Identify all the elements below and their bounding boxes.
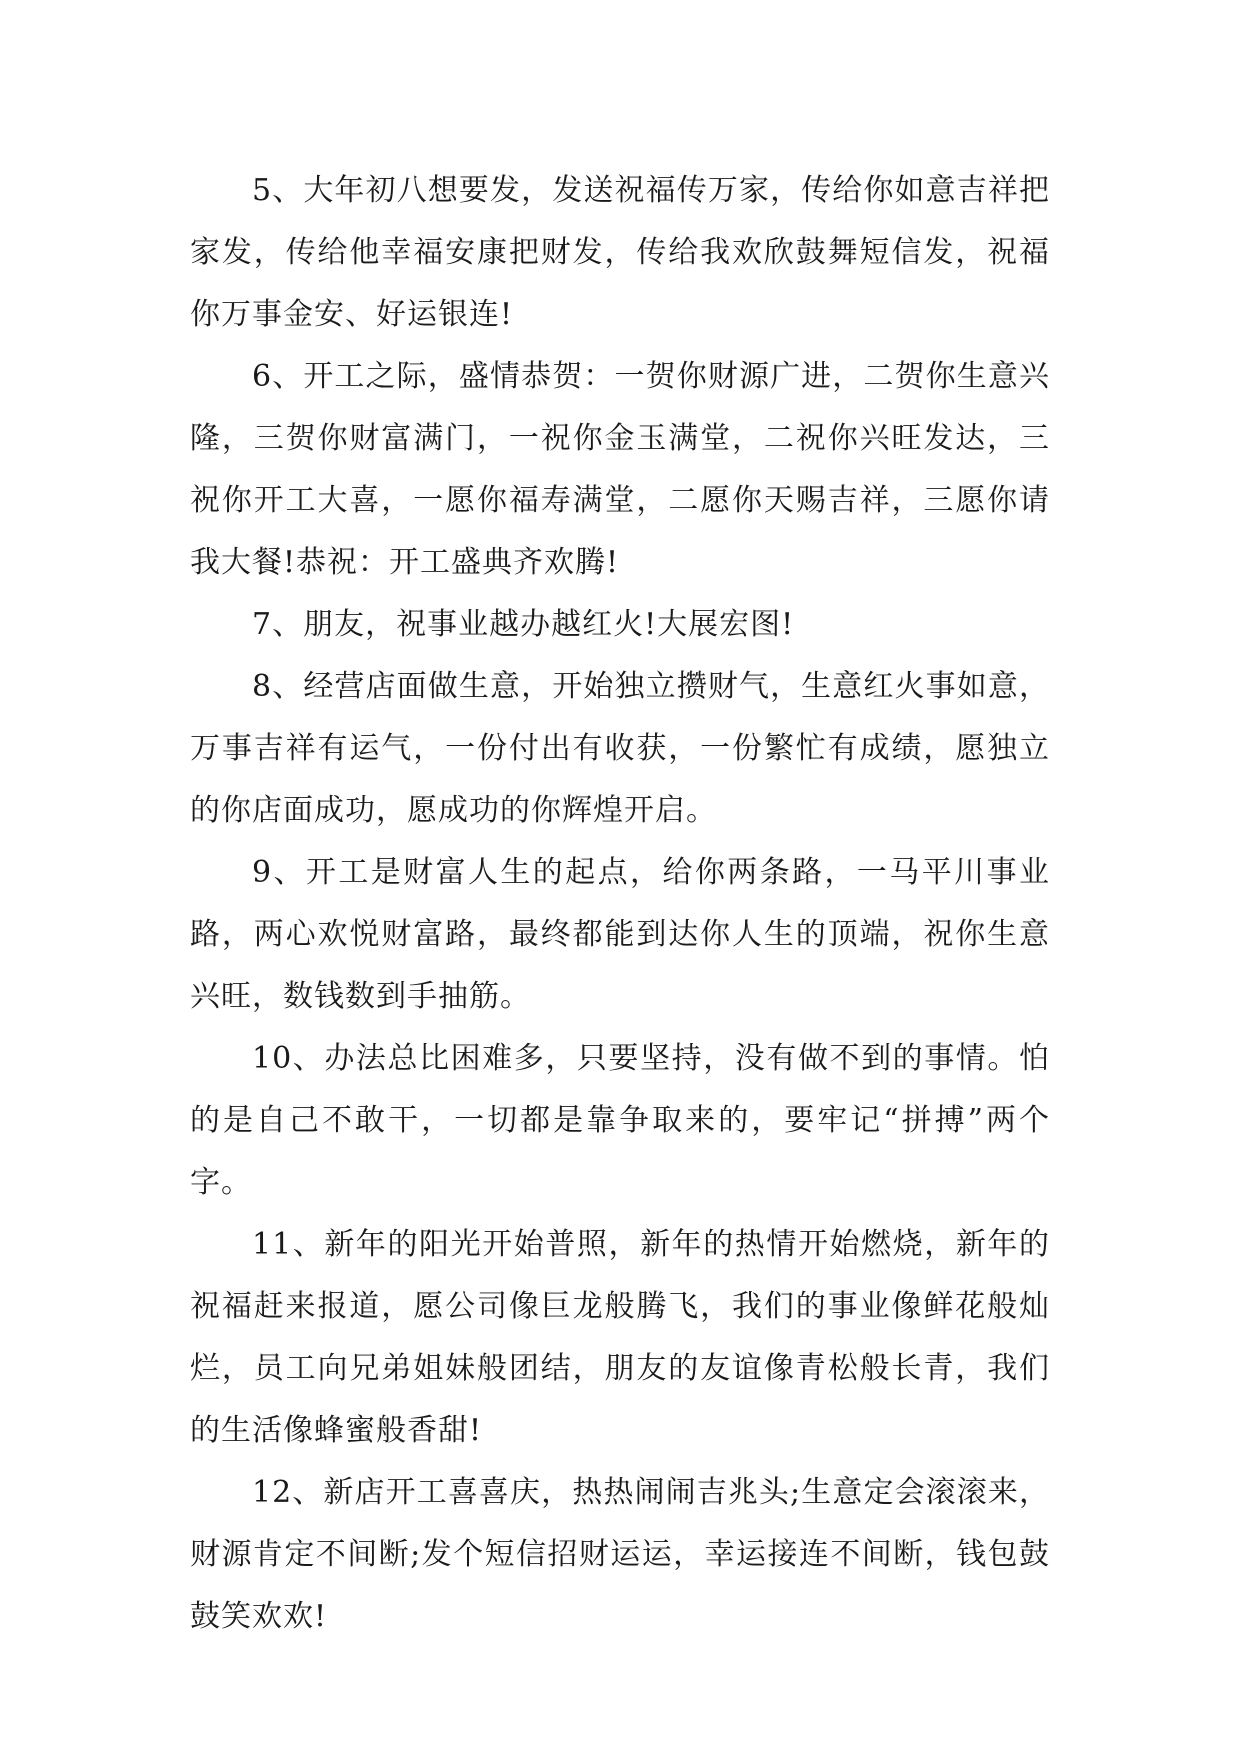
document-body	[190, 160, 1050, 1648]
paragraph-9: 9、开工是财富人生的起点，给你两条路，一马平川事业路，两心欢悦财富路，最终都能到达你人生的顶端，祝你生意兴旺，数钱数到手抽筋。	[190, 855, 1050, 1014]
paragraph-6: 6、开工之际，盛情恭贺：一贺你财源广进，二贺你生意兴隆，三贺你财富满门，一祝你金玉满堂，二祝你兴旺发达，三祝你开工大喜，一愿你福寿满堂，二愿你天赐吉祥，三愿你请我大餐!恭祝：开工盛典齐欢腾!	[190, 359, 1050, 580]
paragraph-7: 7、朋友，祝事业越办越红火!大展宏图!	[252, 607, 795, 642]
paragraph-8: 8、经营店面做生意，开始独立攒财气，生意红火事如意，万事吉祥有运气，一份付出有收获，一份繁忙有成绩，愿独立的你店面成功，愿成功的你辉煌开启。	[190, 669, 1050, 828]
paragraph-12: 12、新店开工喜喜庆，热热闹闹吉兆头;生意定会滚滚来，财源肯定不间断;发个短信招财运运，幸运接连不间断，钱包鼓鼓笑欢欢!	[190, 1475, 1050, 1634]
paragraph-11: 11、新年的阳光开始普照，新年的热情开始燃烧，新年的祝福赶来报道，愿公司像巨龙般腾飞，我们的事业像鲜花般灿烂，员工向兄弟姐妹般团结，朋友的友谊像青松般长青，我们的生活像蜂蜜般香甜!	[190, 1227, 1050, 1448]
paragraph-10: 10、办法总比困难多，只要坚持，没有做不到的事情。怕的是自己不敢干，一切都是靠争取来的，要牢记“拼搏”两个字。	[190, 1041, 1050, 1200]
paragraph-5: 5、大年初八想要发，发送祝福传万家，传给你如意吉祥把家发，传给他幸福安康把财发，传给我欢欣鼓舞短信发，祝福你万事金安、好运银连!	[190, 173, 1050, 332]
